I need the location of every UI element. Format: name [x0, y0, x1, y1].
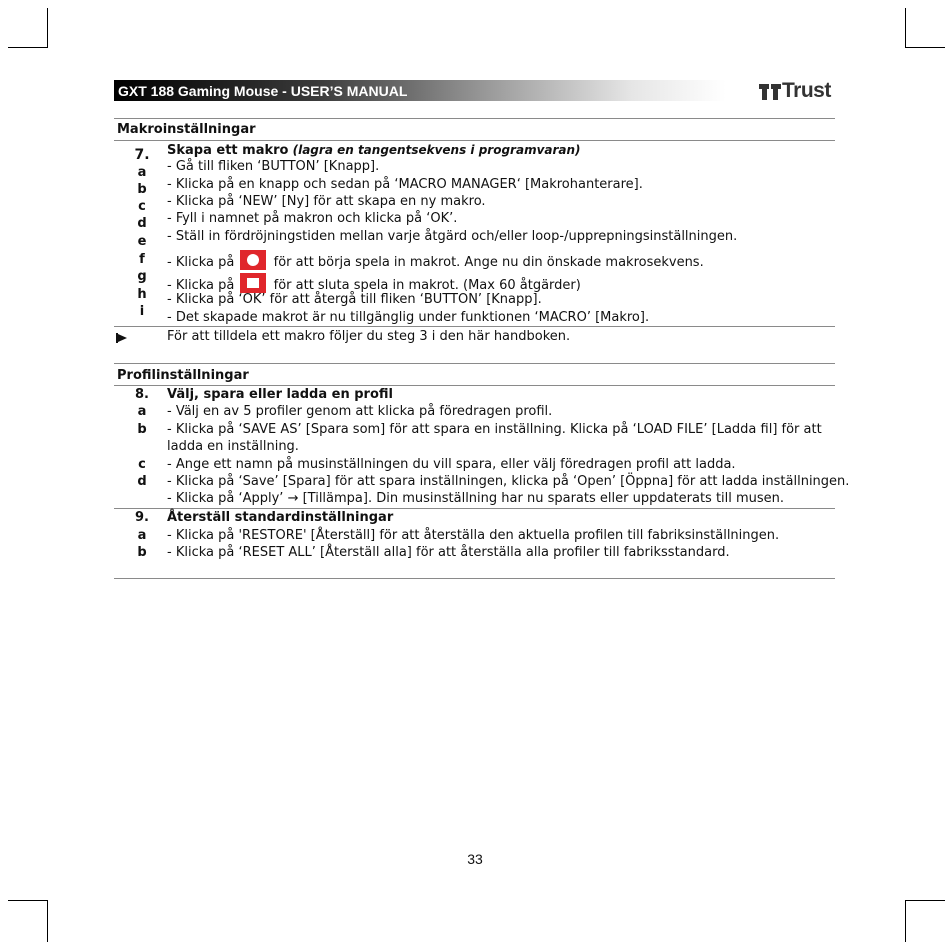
instruction-text: för att sluta spela in makrot. (Max 60 åtgärder)	[273, 278, 581, 293]
instruction-line: - Ange ett namn på musinställningen du vill spara, eller välj föredragen profil att ladda.	[167, 457, 736, 472]
step-title-text: Skapa ett makro	[167, 143, 289, 158]
step-letter: c	[138, 457, 146, 472]
crop-mark-bottom-left-h	[8, 900, 48, 901]
step-letter: f	[139, 252, 145, 267]
instruction-line: - Klicka på ‘SAVE AS’ [Spara som] för att spara en inställning. Klicka på ‘LOAD FILE’ [Ladda fil] för att	[167, 422, 822, 437]
crop-mark-bottom-right-v	[905, 900, 906, 942]
step-letter: d	[137, 474, 147, 489]
step-letter: b	[137, 182, 147, 197]
step-letter: b	[137, 545, 147, 560]
instruction-text: - Klicka på	[167, 255, 235, 270]
instruction-line: ladda en inställning.	[167, 439, 299, 454]
crop-mark-top-right-h	[905, 47, 945, 48]
instruction-line: - Klicka på ‘RESET ALL’ [Återställ alla] för att återställa alla profiler till fabriksstandard.	[167, 545, 730, 560]
section-heading-macro: Makroinställningar	[117, 122, 256, 137]
step-title: Välj, spara eller ladda en profil	[167, 387, 393, 402]
instruction-line: - Gå till fliken ‘BUTTON’ [Knapp].	[167, 159, 380, 174]
instruction-line-record	[167, 250, 704, 271]
stop-button-icon	[240, 273, 266, 293]
instruction-line: - Klicka på ‘NEW’ [Ny] för att skapa en ny makro.	[167, 194, 486, 209]
crop-mark-bottom-right-h	[905, 900, 945, 901]
step-letter: d	[137, 216, 147, 231]
instruction-line: - Klicka på ‘Apply’ → [Tillämpa]. Din musinställning har nu sparats eller uppdaterats till musen.	[167, 491, 785, 506]
step-letter: h	[137, 287, 147, 302]
step-number: 7.	[134, 147, 150, 163]
instruction-line: - Det skapade makrot är nu tillgänglig under funktionen ‘MACRO’ [Makro].	[167, 310, 650, 325]
divider	[114, 140, 835, 141]
trust-logo	[759, 79, 831, 103]
step-title	[167, 142, 581, 159]
divider	[114, 326, 835, 327]
instruction-line: - Klicka på ‘Save’ [Spara] för att spara inställningen, klicka på ‘Open’ [Öppna] för att ladda inställningen.	[167, 474, 850, 489]
step-number: 8.	[135, 387, 149, 402]
step-letter: g	[137, 269, 147, 284]
instruction-line: - Klicka på ‘OK’ för att återgå till fliken ‘BUTTON’ [Knapp].	[167, 292, 542, 307]
logo-text: Trust	[782, 79, 831, 102]
section-heading-profile: Profilinställningar	[117, 368, 249, 383]
stop-square	[247, 278, 259, 288]
crop-mark-bottom-left-v	[47, 900, 48, 942]
record-dot	[247, 254, 259, 266]
step-letter: c	[138, 199, 146, 214]
step-title: Återställ standardinställningar	[167, 510, 394, 525]
step-letter: a	[137, 528, 147, 543]
instruction-line: - Ställ in fördröjningstiden mellan varje åtgärd och/eller loop-/upprepningsinställningen.	[167, 229, 738, 244]
step-number: 9.	[135, 510, 149, 525]
step-letter: a	[137, 404, 147, 419]
step-letter: e	[137, 234, 147, 249]
instruction-line: - Välj en av 5 profiler genom att klicka på föredragen profil.	[167, 404, 553, 419]
record-button-icon	[240, 250, 266, 270]
crop-mark-top-left-h	[8, 47, 48, 48]
trust-logo-icon	[759, 82, 781, 100]
step-letter: i	[139, 304, 145, 319]
instruction-text: för att börja spela in makrot. Ange nu din önskade makrosekvens.	[273, 255, 704, 270]
divider	[114, 118, 835, 119]
divider	[114, 363, 835, 364]
divider	[114, 578, 835, 579]
crop-mark-top-right-v	[905, 8, 906, 48]
arrow-bullet-icon	[116, 333, 128, 343]
step-subtitle: (lagra en tangentsekvens i programvaran)	[292, 143, 581, 157]
note-text: För att tilldela ett makro följer du steg 3 i den här handboken.	[167, 329, 571, 344]
instruction-line: - Klicka på 'RESTORE' [Återställ] för att återställa den aktuella profilen till fabriksinställningen.	[167, 528, 780, 543]
page-number: 33	[467, 851, 483, 867]
crop-mark-top-left-v	[47, 8, 48, 48]
step-letter: a	[137, 165, 147, 180]
instruction-line: - Fyll i namnet på makron och klicka på ‘OK’.	[167, 211, 458, 226]
step-letter: b	[137, 422, 147, 437]
instruction-text: - Klicka på	[167, 278, 235, 293]
instruction-line: - Klicka på en knapp och sedan på ‘MACRO MANAGER‘ [Makrohanterare].	[167, 177, 643, 192]
manual-title: GXT 188 Gaming Mouse - USER’S MANUAL	[118, 83, 408, 99]
